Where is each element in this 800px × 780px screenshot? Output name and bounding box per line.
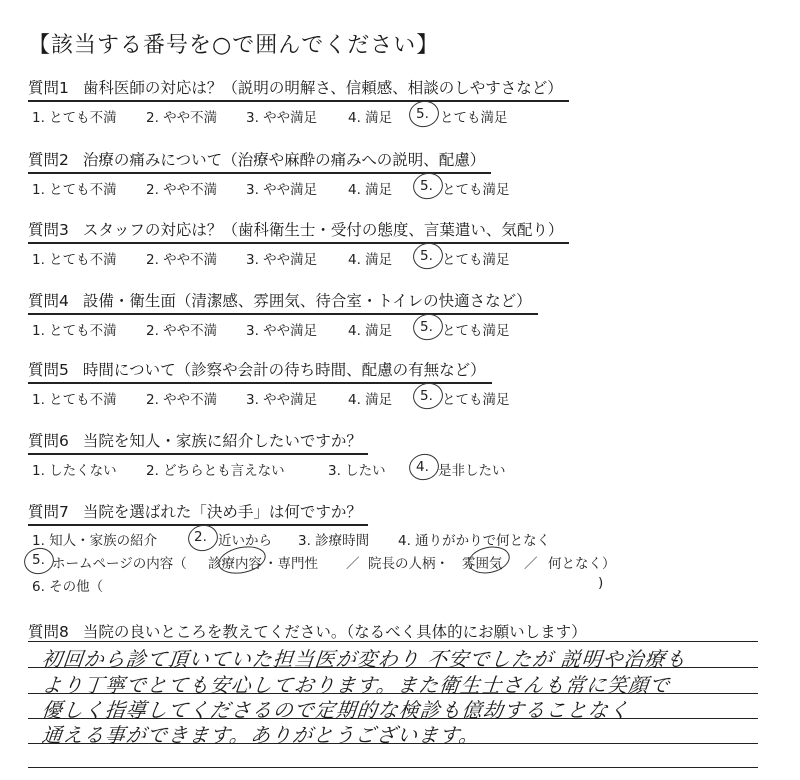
- option-2[interactable]: 2. やや不満: [146, 392, 218, 408]
- option-5[interactable]: 5.: [420, 248, 433, 264]
- question-number: 質問2: [28, 151, 69, 169]
- options-row: [28, 178, 668, 200]
- sub-option-director[interactable]: 院長の人柄・: [368, 556, 449, 572]
- option-3[interactable]: 3. したい: [328, 463, 386, 479]
- option-1[interactable]: 1. したくない: [32, 463, 117, 479]
- option-2[interactable]: 2. どちらとも言えない: [146, 463, 285, 479]
- option-4[interactable]: 4. 満足: [348, 182, 393, 198]
- question-4: [28, 289, 668, 341]
- question-text: 時間について（診察や会計の待ち時間、配慮の有無など）: [82, 361, 486, 379]
- handwritten-line: 優しく指導してくださるので定期的な検診も億劫することなく: [40, 698, 632, 722]
- question-number: 質問4: [28, 292, 69, 310]
- question-text: 治療の痛みについて（治療や麻酔の痛みへの説明、配慮）: [82, 151, 486, 169]
- question-title: [28, 358, 492, 384]
- question-title: [28, 148, 491, 174]
- option-3[interactable]: 3. やや満足: [246, 182, 318, 198]
- option-2[interactable]: 2.: [194, 529, 207, 545]
- question-number: 質問8: [28, 623, 69, 641]
- options-row-1: [28, 529, 748, 549]
- separator: ／: [346, 556, 360, 572]
- question-number: 質問7: [28, 503, 69, 521]
- question-text: スタッフの対応は？（歯科衛生士・受付の態度、言葉遣い、気配り）: [82, 221, 564, 239]
- option-2[interactable]: 2. やや不満: [146, 182, 218, 198]
- selection-circle: [186, 522, 221, 554]
- option-1[interactable]: 1. とても不満: [32, 110, 117, 126]
- option-5[interactable]: 5.: [420, 178, 433, 194]
- option-3[interactable]: 3. やや満足: [246, 392, 318, 408]
- instruction-header: 【該当する番号を○で囲んでください】: [28, 33, 440, 58]
- sub-option-other[interactable]: 何となく）: [548, 556, 616, 572]
- question-3: [28, 218, 668, 270]
- option-4[interactable]: 4. 満足: [348, 252, 393, 268]
- option-4-label: 是非したい: [438, 463, 506, 479]
- options-row: [28, 388, 668, 410]
- option-1[interactable]: 1. とても不満: [32, 182, 117, 198]
- options-row: [28, 248, 668, 270]
- selection-circle: [411, 380, 446, 412]
- question-2: [28, 148, 668, 200]
- question-text: 設備・衛生面（清潔感、雰囲気、待合室・トイレの快適さなど）: [82, 292, 532, 310]
- sub-option-specialty[interactable]: ・専門性: [264, 556, 318, 572]
- question-number: 質問3: [28, 221, 69, 239]
- option-3[interactable]: 3. やや満足: [246, 323, 318, 339]
- option-5[interactable]: 5.: [416, 106, 429, 122]
- option-5[interactable]: 5.: [420, 388, 433, 404]
- option-5-label: とても満足: [442, 323, 510, 339]
- question-text: 当院を選ばれた「決め手」は何ですか？: [82, 503, 362, 521]
- handwritten-line: 初回から診て頂いていた担当医が変わり 不安でしたが 説明や治療も: [40, 647, 688, 671]
- options-row-2: [28, 552, 748, 572]
- options-row-3: [28, 575, 748, 595]
- question-title: [28, 429, 368, 455]
- option-3[interactable]: 3. やや満足: [246, 110, 318, 126]
- options-row: [28, 106, 668, 128]
- option-1[interactable]: 1. とても不満: [32, 323, 117, 339]
- options-row: [28, 319, 668, 341]
- selection-circle: [407, 451, 442, 483]
- question-title: [28, 500, 368, 526]
- option-5[interactable]: 5.: [32, 552, 45, 568]
- option-2[interactable]: 2. やや不満: [146, 252, 218, 268]
- handwritten-line: 通える事ができます。ありがとうございます。: [40, 723, 481, 747]
- option-4[interactable]: 4. 満足: [348, 392, 393, 408]
- option-1[interactable]: 1. 知人・家族の紹介: [32, 533, 158, 549]
- option-4[interactable]: 4. 通りがかりで何となく: [398, 533, 551, 549]
- option-5-label: ホームページの内容（: [52, 556, 187, 572]
- question-5: [28, 358, 668, 410]
- option-1[interactable]: 1. とても不満: [32, 252, 117, 268]
- options-row: [28, 459, 668, 481]
- separator: ／: [524, 556, 538, 572]
- option-2-label: 近いから: [218, 533, 272, 549]
- sub-option-treatment[interactable]: 診療内容: [208, 556, 262, 572]
- question-number: 質問5: [28, 361, 69, 379]
- ruled-line: [28, 767, 758, 768]
- question-7: [28, 500, 748, 595]
- option-3[interactable]: 3. やや満足: [246, 252, 318, 268]
- question-1: [28, 76, 668, 128]
- selection-circle: [411, 311, 446, 343]
- option-4[interactable]: 4.: [416, 459, 429, 475]
- question-title: [28, 289, 538, 315]
- question-text: 当院の良いところを教えてください。（なるべく具体的にお願いします）: [82, 623, 587, 641]
- sub-option-atmosphere[interactable]: 雰囲気: [462, 556, 503, 572]
- selection-circle: [407, 98, 442, 130]
- question-text: 当院を知人・家族に紹介したいですか？: [82, 432, 362, 450]
- selection-circle: [411, 240, 446, 272]
- question-title: [28, 218, 569, 244]
- option-4[interactable]: 4. 満足: [348, 323, 393, 339]
- question-title: [28, 76, 569, 102]
- question-number: 質問1: [28, 79, 69, 97]
- ruled-line: [28, 641, 758, 642]
- handwritten-line: より丁寧でとても安心しております。また衛生士さんも常に笑顔で: [40, 673, 672, 697]
- question-text: 歯科医師の対応は？（説明の明解さ、信頼感、相談のしやすさなど）: [82, 79, 563, 97]
- option-6[interactable]: 6. その他（: [32, 579, 104, 595]
- selection-circle: [411, 170, 446, 202]
- question-6: [28, 429, 668, 481]
- option-5-label: とても満足: [442, 182, 510, 198]
- option-5[interactable]: 5.: [420, 319, 433, 335]
- option-3[interactable]: 3. 診療時間: [298, 533, 370, 549]
- paren-close: ): [598, 575, 604, 591]
- option-5-label: とても満足: [440, 110, 508, 126]
- option-2[interactable]: 2. やや不満: [146, 110, 218, 126]
- option-2[interactable]: 2. やや不満: [146, 323, 218, 339]
- option-5-label: とても満足: [442, 252, 510, 268]
- option-5-label: とても満足: [442, 392, 510, 408]
- option-1[interactable]: 1. とても不満: [32, 392, 117, 408]
- option-4[interactable]: 4. 満足: [348, 110, 393, 126]
- question-number: 質問6: [28, 432, 69, 450]
- question-8-title: [28, 620, 587, 642]
